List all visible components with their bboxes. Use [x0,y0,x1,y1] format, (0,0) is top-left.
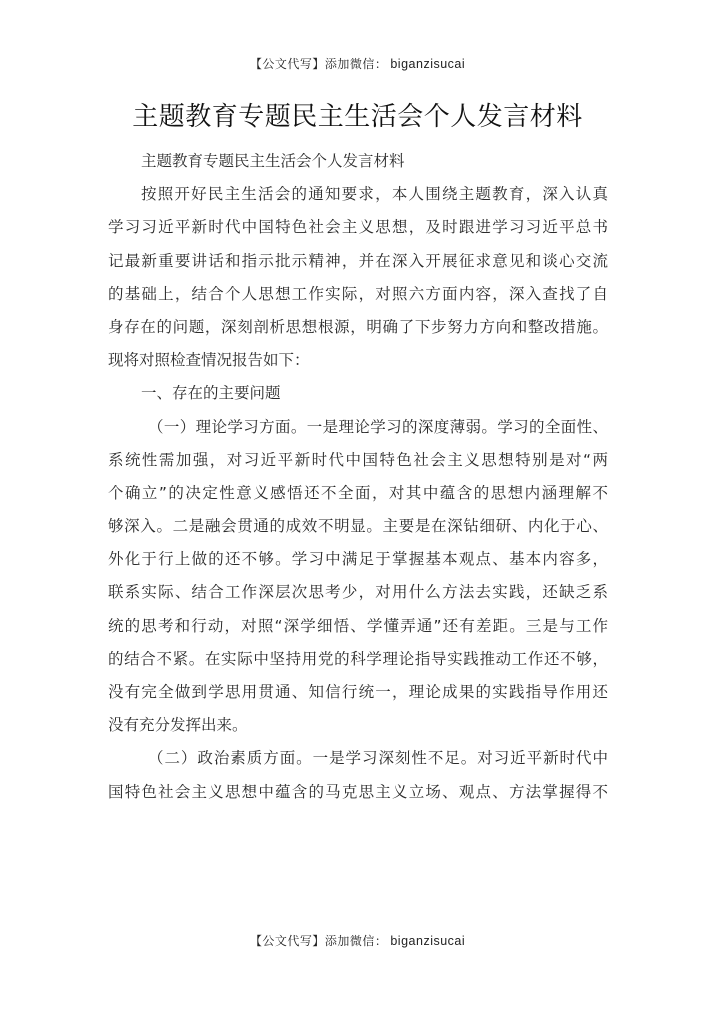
paragraph-line: 没有完全做到学思用贯通、知信行统一，理论成果的实践指导作用还 [108,683,608,701]
footer-wechat-id: biganzisucai [390,934,466,948]
paragraph-line: 系统性需加强，对习近平新时代中国特色社会主义思想特别是对“两 [108,450,608,469]
header-wechat-id: biganzisucai [390,57,466,71]
paragraph-line: 记最新重要讲话和指示批示精神，并在深入开展征求意见和谈心交流 [108,251,608,270]
section-heading: 一、存在的主要问题 [141,384,281,403]
document-title: 主题教育专题民主生活会个人发言材料 [132,102,583,132]
paragraph-line: 联系实际、结合工作深层次思考少，对用什么方法去实践，还缺乏系 [108,583,608,602]
page-footer [0,932,715,949]
paragraph-line: 没有充分发挥出来。 [108,716,248,735]
paragraph-line: 个确立”的决定性意义感悟还不全面，对其中蕴含的思想内涵理解不 [108,483,608,502]
footer-label: 【公文代写】添加微信： [249,934,388,948]
paragraph-line: 外化于行上做的还不够。学习中满足于掌握基本观点、基本内容多， [108,550,608,569]
paragraph-line: 现将对照检查情况报告如下： [108,351,310,370]
paragraph-line: 够深入。二是融会贯通的成效不明显。主要是在深钻细研、内化于心、 [108,517,608,536]
paragraph-line: 按照开好民主生活会的通知要求，本人围绕主题教育，深入认真 [141,185,608,204]
paragraph-line: （二）政治素质方面。一是学习深刻性不足。对习近平新时代中 [148,749,608,768]
page-header [0,55,715,72]
paragraph-line: （一）理论学习方面。一是理论学习的深度薄弱。学习的全面性、 [148,417,608,436]
document-body [108,145,608,809]
paragraph-line: 国特色社会主义思想中蕴含的马克思主义立场、观点、方法掌握得不 [108,782,608,801]
paragraph-line: 的基础上，结合个人思想工作实际，对照六方面内容，深入查找了自 [108,284,608,303]
paragraph-line: 学习习近平新时代中国特色社会主义思想，及时跟进学习习近平总书 [108,218,608,237]
header-label: 【公文代写】添加微信： [249,57,388,71]
paragraph-line: 统的思考和行动，对照“深学细悟、学懂弄通”还有差距。三是与工作 [108,616,608,635]
paragraph-line: 的结合不紧。在实际中坚持用党的科学理论指导实践推动工作还不够， [108,649,608,668]
paragraph-line: 身存在的问题，深刻剖析思想根源，明确了下步努力方向和整改措施。 [108,317,608,336]
subtitle-line: 主题教育专题民主生活会个人发言材料 [141,152,405,170]
